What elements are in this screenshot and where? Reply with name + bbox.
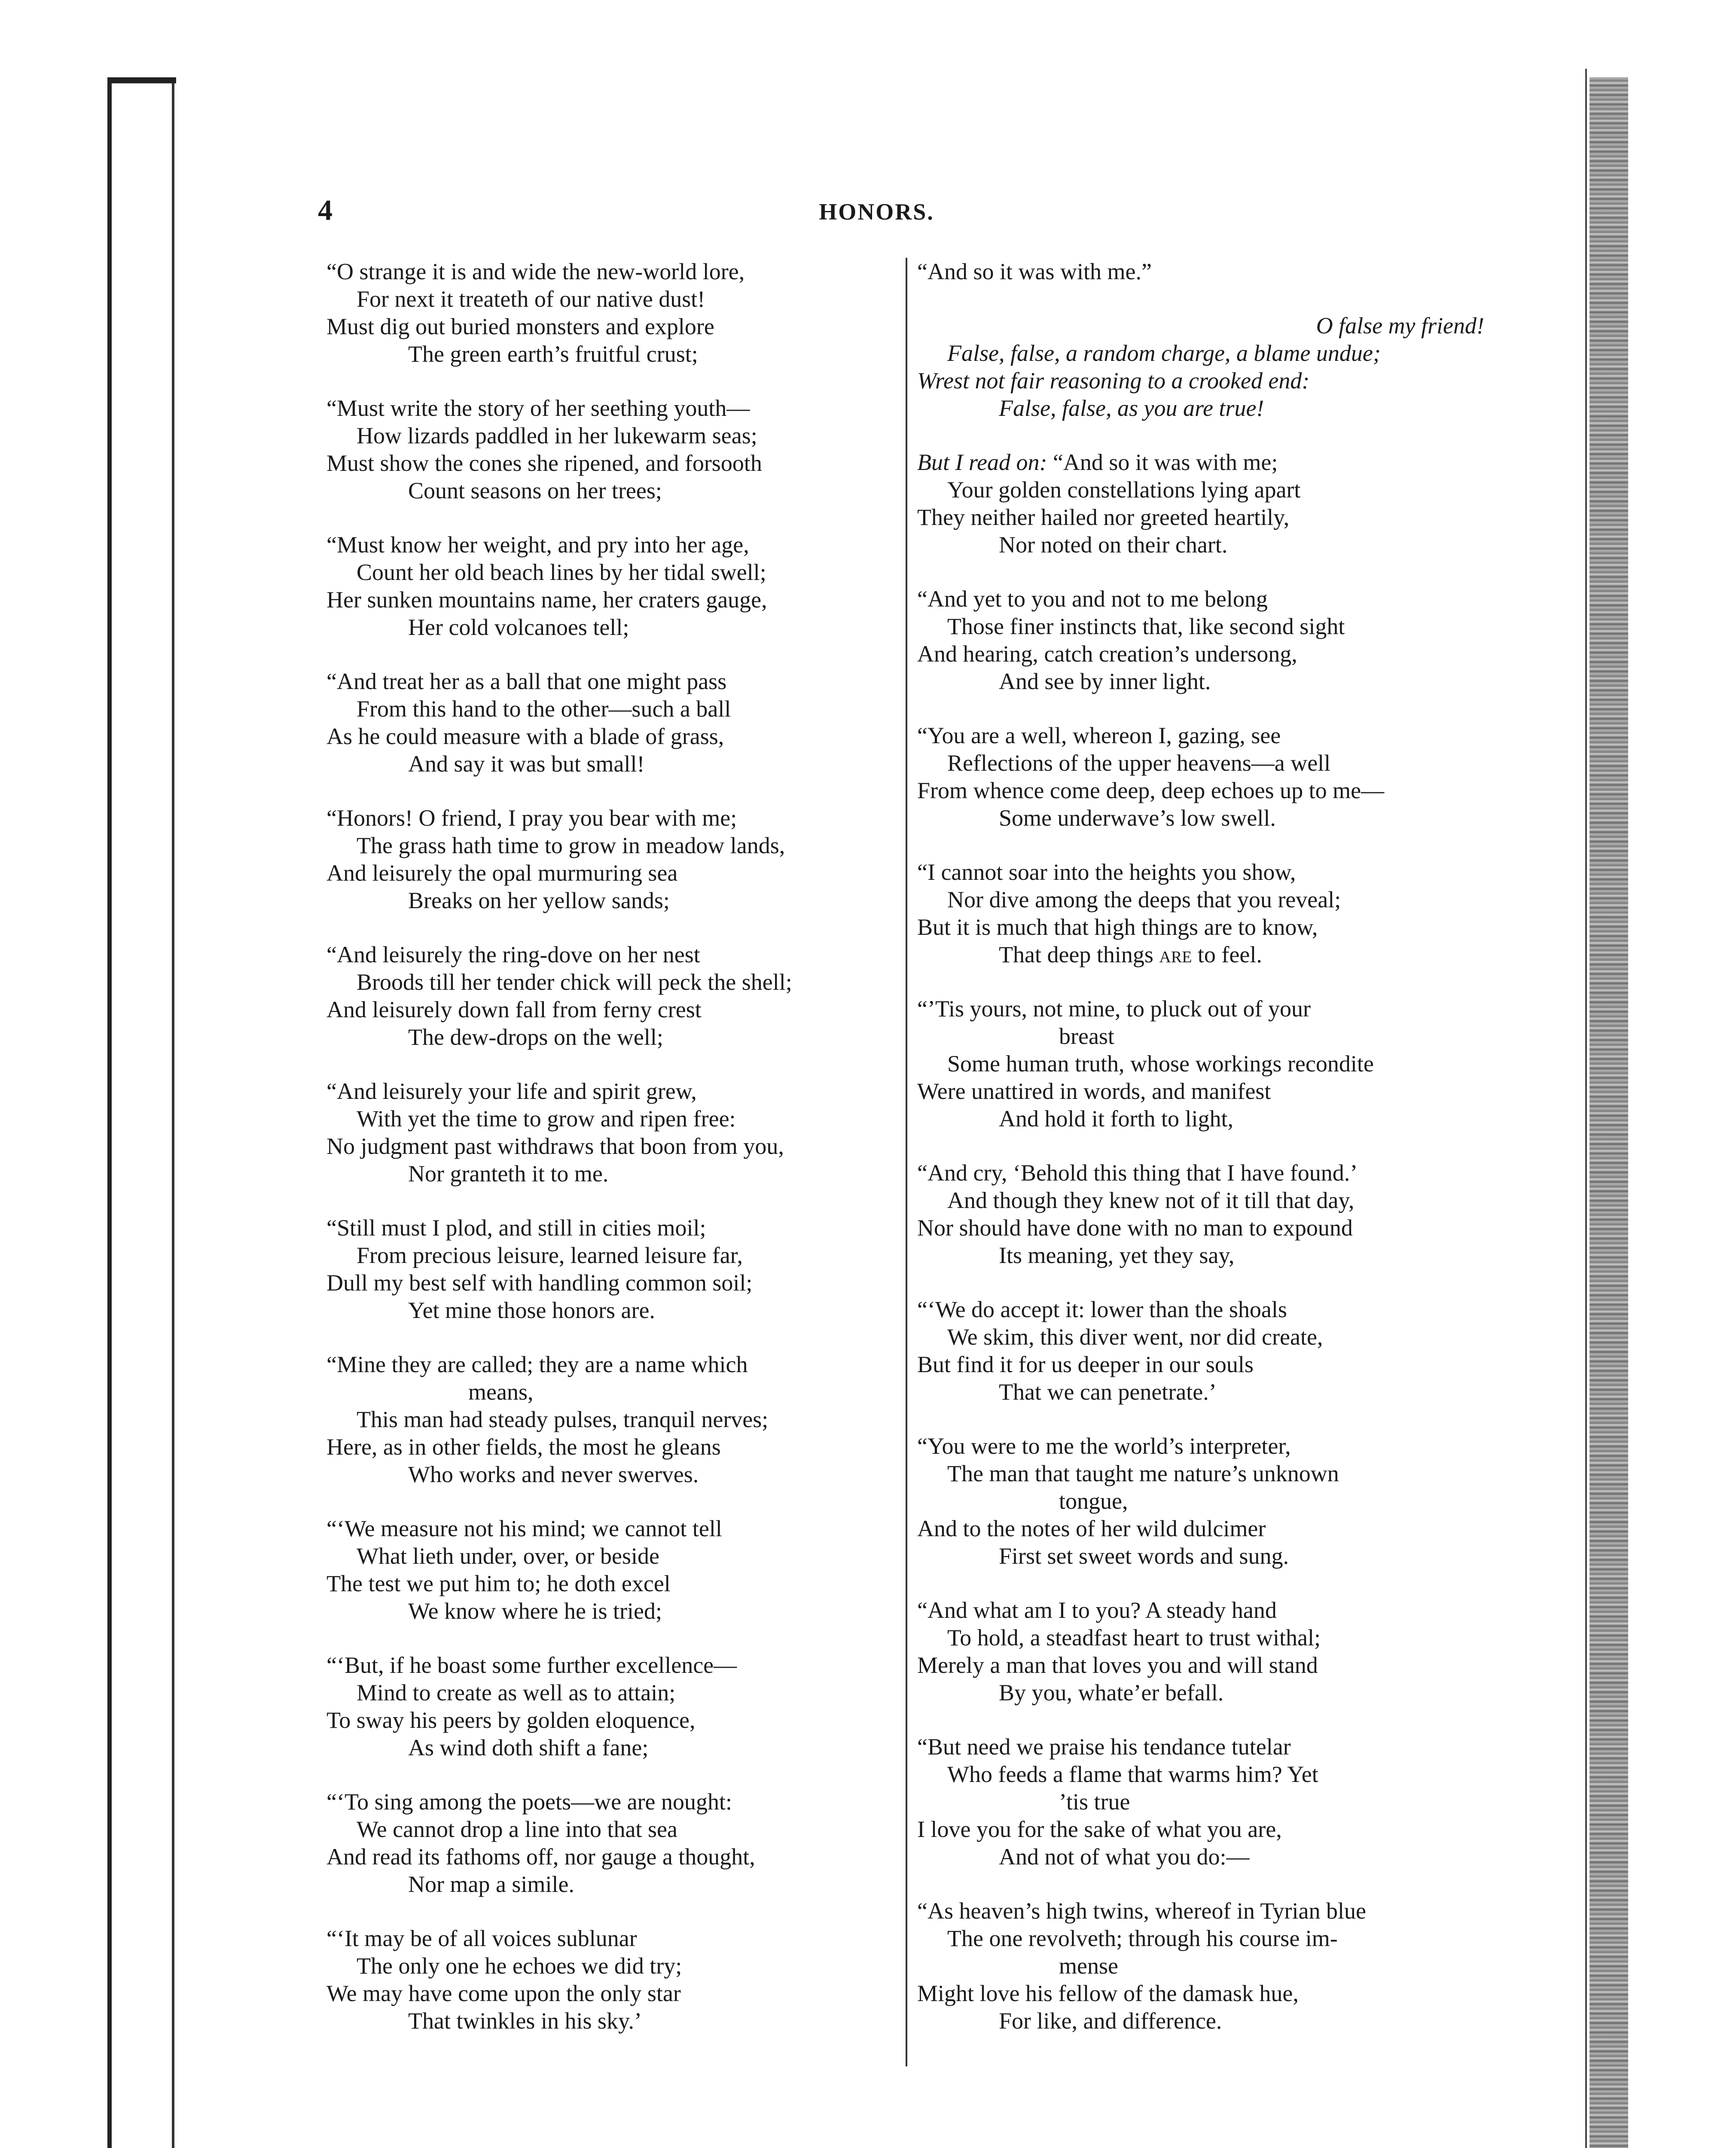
verse-line: Count seasons on her trees; xyxy=(408,478,662,503)
verse-line: “’Tis yours, not mine, to pluck out of your xyxy=(917,996,1311,1022)
verse-line: Must show the cones she ripened, and forsooth xyxy=(326,450,762,476)
verse-line: “Honors! O friend, I pray you bear with me; xyxy=(326,805,737,831)
verse-line: The dew-drops on the well; xyxy=(408,1024,663,1050)
verse-line: “And what am I to you? A steady hand xyxy=(917,1597,1277,1623)
verse-line: Might love his fellow of the damask hue, xyxy=(917,1980,1299,2006)
stanza xyxy=(326,668,894,778)
verse-line: “Mine they are called; they are a name which xyxy=(326,1352,748,1377)
verse-line: That twinkles in his sky.’ xyxy=(408,2008,642,2034)
verse-line: And to the notes of her wild dulcimer xyxy=(917,1516,1266,1541)
stanza xyxy=(917,1159,1484,1269)
stanza xyxy=(917,449,1484,558)
verse-line: No judgment past withdraws that boon from you, xyxy=(326,1133,784,1159)
right-column xyxy=(917,258,1484,2061)
verse-line: “I cannot soar into the heights you show, xyxy=(917,859,1296,885)
page-edge-right-line xyxy=(1585,69,1587,2148)
verse-line: From precious leisure, learned leisure far, xyxy=(357,1242,743,1268)
verse-line: “‘It may be of all voices sublunar xyxy=(326,1925,637,1951)
verse-line: “But need we praise his tendance tutelar xyxy=(917,1734,1291,1760)
stanza xyxy=(326,1214,894,1324)
verse-line: False, false, as you are true! xyxy=(999,395,1264,421)
verse-line: “‘We do accept it: lower than the shoals xyxy=(917,1297,1287,1322)
verse-line: With yet the time to grow and ripen free: xyxy=(357,1106,736,1132)
verse-line: And leisurely the opal murmuring sea xyxy=(326,860,678,886)
verse-line: Wrest not fair reasoning to a crooked end: xyxy=(917,368,1310,394)
stanza xyxy=(326,1651,894,1761)
stanza xyxy=(326,1925,894,2035)
verse-line: As wind doth shift a fane; xyxy=(408,1735,649,1761)
verse-line: And leisurely down fall from ferny crest xyxy=(326,997,702,1022)
stanza xyxy=(326,1351,894,1488)
verse-line: As he could measure with a blade of grass, xyxy=(326,723,724,749)
verse-line: “Must know her weight, and pry into her age, xyxy=(326,532,749,558)
left-column xyxy=(326,258,894,2061)
verse-line: Reflections of the upper heavens—a well xyxy=(947,750,1331,776)
verse-line: They neither hailed nor greeted heartily, xyxy=(917,504,1290,530)
verse-line: The man that taught me nature’s unknown xyxy=(947,1461,1339,1486)
verse-line: For next it treateth of our native dust! xyxy=(357,286,705,312)
verse-line: And hold it forth to light, xyxy=(999,1106,1233,1132)
verse-line: Must dig out buried monsters and explore xyxy=(326,314,714,339)
stanza xyxy=(326,941,894,1051)
verse-line-part: But I read on: xyxy=(917,449,1047,475)
verse-line: ’tis true xyxy=(1059,1789,1130,1815)
binding-edge-left-top xyxy=(107,77,176,83)
verse-line-part: That deep things xyxy=(999,942,1159,967)
verse-line: “And treat her as a ball that one might pass xyxy=(326,668,727,694)
verse-line: “And cry, ‘Behold this thing that I have found.’ xyxy=(917,1160,1358,1186)
verse-line: means, xyxy=(468,1379,534,1405)
verse-line: This man had steady pulses, tranquil nerves; xyxy=(357,1407,769,1432)
verse-line: Your golden constellations lying apart xyxy=(947,477,1301,503)
verse-line: Who works and never swerves. xyxy=(408,1461,699,1487)
stanza xyxy=(326,1788,894,1898)
verse-line: “Must write the story of her seething youth— xyxy=(326,395,750,421)
verse-line-part: are xyxy=(1159,942,1192,967)
verse-line: “And so it was with me.” xyxy=(917,259,1152,284)
verse-line: “You are a well, whereon I, gazing, see xyxy=(917,723,1281,748)
verse-line: The one revolveth; through his course im- xyxy=(947,1925,1338,1951)
running-head: HONORS. xyxy=(819,199,934,225)
verse-line: Mind to create as well as to attain; xyxy=(357,1680,676,1706)
verse-line: First set sweet words and sung. xyxy=(999,1543,1289,1569)
verse-line: Those finer instincts that, like second sight xyxy=(947,613,1345,639)
verse-line: I love you for the sake of what you are, xyxy=(917,1816,1282,1842)
verse-line: The test we put him to; he doth excel xyxy=(326,1571,671,1596)
verse-line: “‘To sing among the poets—we are nought: xyxy=(326,1789,732,1815)
verse-line: To hold, a steadfast heart to trust withal; xyxy=(947,1625,1321,1651)
stanza xyxy=(326,804,894,914)
verse-line: And see by inner light. xyxy=(999,668,1211,694)
verse-line: We may have come upon the only star xyxy=(326,1980,681,2006)
verse-line: “And leisurely your life and spirit grew, xyxy=(326,1078,697,1104)
binding-edge-left xyxy=(107,77,174,2148)
stanza xyxy=(917,995,1484,1132)
stanza xyxy=(917,1432,1484,1570)
verse-line: False, false, a random charge, a blame undue; xyxy=(947,340,1381,366)
stanza xyxy=(917,1733,1484,1870)
verse-line: Her cold volcanoes tell; xyxy=(408,614,629,640)
verse-line: And not of what you do:— xyxy=(999,1844,1250,1870)
verse-line: “As heaven’s high twins, whereof in Tyrian blue xyxy=(917,1898,1366,1924)
verse-line: We know where he is tried; xyxy=(408,1598,662,1624)
verse-line: To sway his peers by golden eloquence, xyxy=(326,1707,696,1733)
verse-line: For like, and difference. xyxy=(999,2008,1222,2034)
verse-line xyxy=(917,941,1484,968)
verse-line: Were unattired in words, and manifest xyxy=(917,1078,1271,1104)
verse-line: “‘But, if he boast some further excellence— xyxy=(326,1652,737,1678)
page-number: 4 xyxy=(318,194,333,226)
verse-line: Here, as in other fields, the most he gleans xyxy=(326,1434,721,1460)
verse-line: And though they knew not of it till that day, xyxy=(947,1187,1355,1213)
verse-line: mense xyxy=(1059,1953,1118,1979)
verse-line: Some underwave’s low swell. xyxy=(999,805,1276,831)
stanza xyxy=(326,394,894,504)
verse-line: Nor noted on their chart. xyxy=(999,532,1228,558)
stanza xyxy=(917,258,1484,285)
verse-line: And read its fathoms off, nor gauge a thought, xyxy=(326,1844,755,1870)
stanza xyxy=(326,531,894,641)
stanza xyxy=(917,312,1484,422)
verse-line: The only one he echoes we did try; xyxy=(357,1953,682,1979)
verse-line: And say it was but small! xyxy=(408,751,645,777)
verse-line: “‘We measure not his mind; we cannot tell xyxy=(326,1516,722,1541)
stanza xyxy=(917,722,1484,832)
verse-line: Its meaning, yet they say, xyxy=(999,1242,1235,1268)
verse-line: Merely a man that loves you and will stand xyxy=(917,1652,1318,1678)
verse-line: Some human truth, whose workings recondite xyxy=(947,1051,1374,1077)
verse-line: From whence come deep, deep echoes up to me— xyxy=(917,778,1385,803)
verse-line: By you, whate’er befall. xyxy=(999,1680,1224,1706)
verse-line: How lizards paddled in her lukewarm seas; xyxy=(357,423,757,449)
verse-line: What lieth under, over, or beside xyxy=(357,1543,659,1569)
verse-line: But find it for us deeper in our souls xyxy=(917,1352,1254,1377)
verse-line: Breaks on her yellow sands; xyxy=(408,888,670,913)
verse-line: “And leisurely the ring-dove on her nest xyxy=(326,942,700,967)
verse-line: “Still must I plod, and still in cities moil; xyxy=(326,1215,706,1241)
stanza xyxy=(326,1077,894,1187)
verse-line: Nor should have done with no man to expound xyxy=(917,1215,1353,1241)
stanza xyxy=(326,258,894,368)
verse-line: breast xyxy=(1059,1023,1114,1049)
verse-line: But it is much that high things are to know, xyxy=(917,914,1318,940)
verse-line: The grass hath time to grow in meadow lands, xyxy=(357,833,785,858)
page-edge-right xyxy=(1590,77,1628,2148)
verse-line: O false my friend! xyxy=(1316,313,1484,339)
verse-line: And hearing, catch creation’s undersong, xyxy=(917,641,1297,667)
verse-line: Count her old beach lines by her tidal swell; xyxy=(357,559,766,585)
stanza xyxy=(917,585,1484,695)
verse-line-part: to feel. xyxy=(1192,942,1262,967)
verse-line: We cannot drop a line into that sea xyxy=(357,1816,677,1842)
verse-line: Her sunken mountains name, her craters gauge, xyxy=(326,587,767,613)
verse-line: That we can penetrate.’ xyxy=(999,1379,1217,1405)
verse-line: “O strange it is and wide the new-world lore, xyxy=(326,259,745,284)
verse-line: Yet mine those honors are. xyxy=(408,1297,655,1323)
stanza xyxy=(917,1897,1484,2035)
verse-line xyxy=(917,449,1484,476)
verse-line: Nor map a simile. xyxy=(408,1871,574,1897)
verse-line: Nor granteth it to me. xyxy=(408,1161,609,1187)
stanza xyxy=(917,1296,1484,1406)
verse-line: Nor dive among the deeps that you reveal; xyxy=(947,887,1341,912)
verse-line-part: “And so it was with me; xyxy=(1047,449,1278,475)
stanza xyxy=(917,858,1484,968)
verse-line: tongue, xyxy=(1059,1488,1128,1514)
stanza xyxy=(917,1596,1484,1706)
stanza xyxy=(326,1515,894,1625)
verse-line: “You were to me the world’s interpreter, xyxy=(917,1433,1291,1459)
verse-line: From this hand to the other—such a ball xyxy=(357,696,731,722)
column-rule xyxy=(906,258,907,2066)
verse-line: Dull my best self with handling common soil; xyxy=(326,1270,753,1296)
verse-line: “And yet to you and not to me belong xyxy=(917,586,1268,612)
verse-line: Who feeds a flame that warms him? Yet xyxy=(947,1761,1318,1787)
verse-line: Broods till her tender chick will peck the shell; xyxy=(357,969,792,995)
verse-line: The green earth’s fruitful crust; xyxy=(408,341,698,367)
verse-line: We skim, this diver went, nor did create, xyxy=(947,1324,1323,1350)
